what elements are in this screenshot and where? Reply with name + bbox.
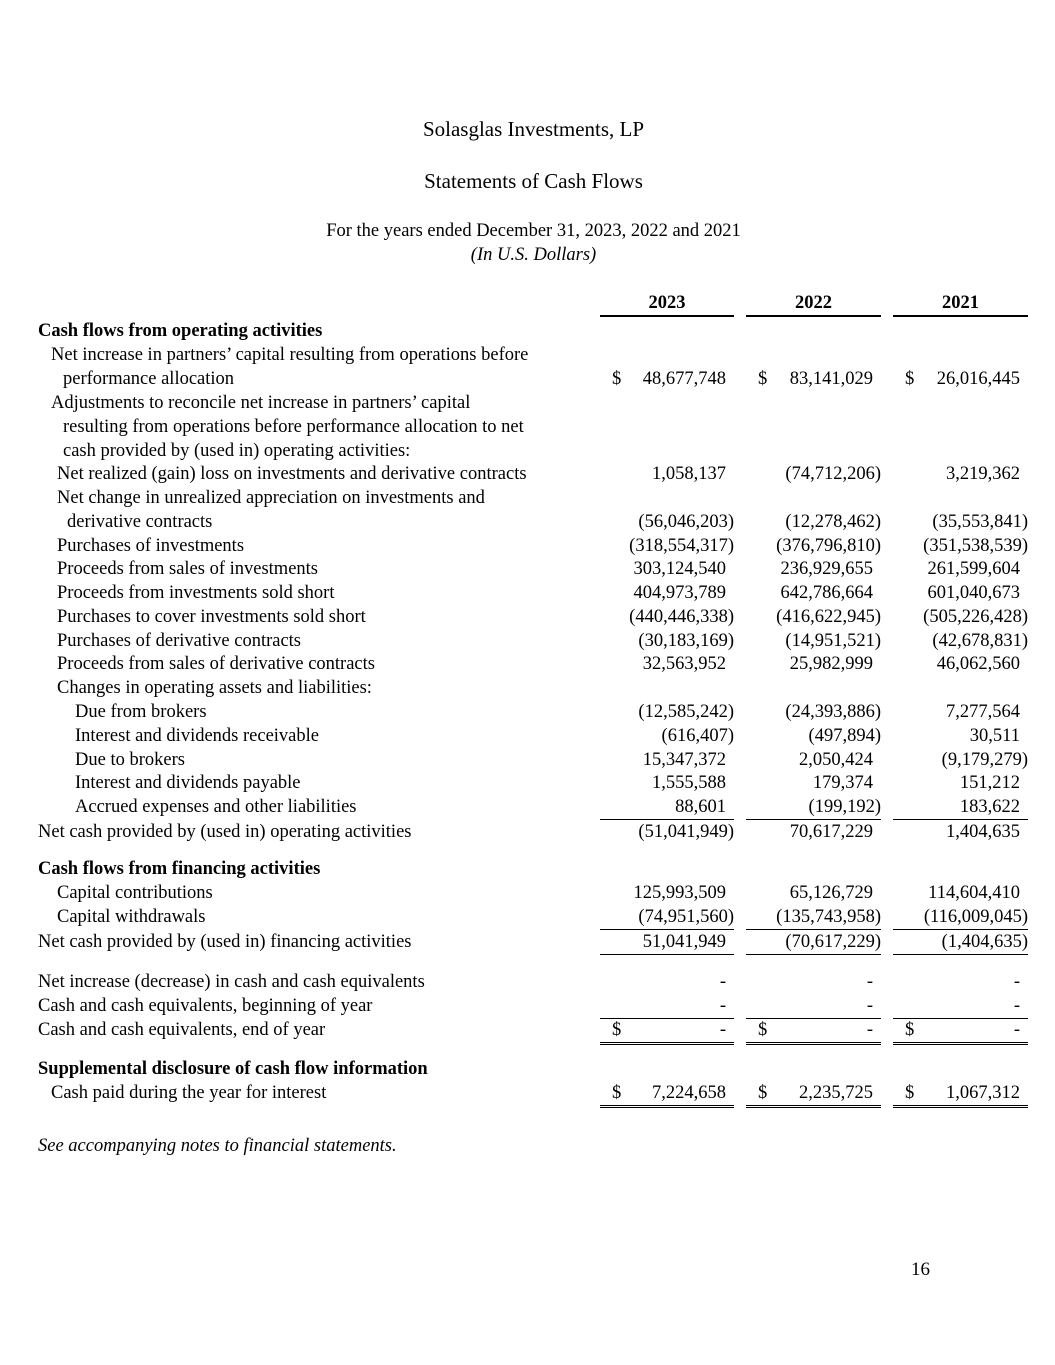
- section-heading: Cash flows from financing activities: [38, 859, 321, 879]
- year-header-2023: 2023: [600, 291, 734, 317]
- value-cell-2022: [746, 1081, 881, 1108]
- table-row: [0, 367, 1055, 391]
- value-cell-2021: [893, 1018, 1028, 1045]
- table-row: [0, 343, 1055, 367]
- value-cell-2021: [893, 581, 1028, 605]
- cell-value: 114,604,410: [928, 883, 1020, 903]
- period-subtitle: For the years ended December 31, 2023, 2022 and 2021: [326, 221, 741, 241]
- table-row: [0, 605, 1055, 629]
- cell-value: 179,374: [812, 773, 873, 793]
- value-cell-2021: [893, 748, 1028, 772]
- cell-value: (56,046,203): [638, 512, 734, 532]
- cell-value: (199,192): [808, 797, 881, 817]
- row-label: Net cash provided by (used in) financing activities: [38, 932, 412, 952]
- value-cell-2023: [600, 905, 734, 930]
- table-row: [0, 905, 1055, 929]
- year-header-2022: 2022: [746, 291, 881, 317]
- value-cell-2021: [893, 795, 1028, 820]
- cell-value: 261,599,604: [927, 559, 1020, 579]
- row-label: Proceeds from investments sold short: [57, 583, 335, 603]
- cell-value: -: [719, 972, 726, 992]
- row-label: Adjustments to reconcile net increase in partners’ capital: [51, 393, 471, 413]
- value-cell-2021: [893, 367, 1028, 391]
- cell-value: (70,617,229): [785, 932, 881, 952]
- table-row: [0, 994, 1055, 1018]
- cell-value: 1,067,312: [946, 1083, 1020, 1103]
- cell-value: 3,219,362: [946, 464, 1020, 484]
- value-cell-2022: [746, 629, 881, 653]
- company-name: Solasglas Investments, LP: [422, 117, 645, 141]
- cell-value: -: [1013, 996, 1020, 1016]
- value-cell-2021: [893, 462, 1028, 486]
- table-row: [0, 1057, 1055, 1081]
- cell-value: (616,407): [661, 726, 734, 746]
- row-label: Due from brokers: [75, 702, 207, 722]
- value-cell-2022: [746, 820, 881, 844]
- value-cell-2021: [893, 1081, 1028, 1108]
- value-cell-2023: [600, 1018, 734, 1045]
- cell-value: 83,141,029: [789, 369, 873, 389]
- value-cell-2022: [746, 795, 881, 820]
- row-label: performance allocation: [63, 369, 235, 389]
- cell-value: (14,951,521): [785, 631, 881, 651]
- table-row: [0, 724, 1055, 748]
- value-cell-2022: [746, 930, 881, 955]
- cell-value: (318,554,317): [629, 536, 734, 556]
- value-cell-2021: [893, 510, 1028, 534]
- row-label: Cash and cash equivalents, end of year: [38, 1020, 326, 1040]
- dollar-sign: $: [612, 1083, 622, 1103]
- cell-value: 32,563,952: [642, 654, 726, 674]
- row-label: Capital contributions: [57, 883, 213, 903]
- row-label: resulting from operations before performance allocation to net: [63, 417, 524, 437]
- value-cell-2021: [893, 629, 1028, 653]
- cell-value: 7,277,564: [946, 702, 1020, 722]
- footnote: See accompanying notes to financial statements.: [38, 1136, 397, 1156]
- table-row: [0, 748, 1055, 772]
- cell-value: -: [866, 996, 873, 1016]
- dollar-sign: $: [612, 369, 622, 389]
- cell-value: 183,622: [959, 797, 1020, 817]
- value-cell-2021: [893, 905, 1028, 930]
- table-row: [0, 1134, 1055, 1158]
- cell-value: (416,622,945): [776, 607, 881, 627]
- table-row: [0, 881, 1055, 905]
- value-cell-2023: [600, 724, 734, 748]
- cell-value: -: [719, 1020, 726, 1040]
- table-row: [0, 534, 1055, 558]
- value-cell-2021: [893, 970, 1028, 994]
- table-row: [0, 581, 1055, 605]
- row-label: Net realized (gain) loss on investments and derivative contracts: [57, 464, 527, 484]
- value-cell-2021: [893, 930, 1028, 955]
- cell-value: (9,179,279): [941, 750, 1028, 770]
- value-cell-2021: [893, 724, 1028, 748]
- section-heading: Cash flows from operating activities: [38, 321, 323, 341]
- cell-value: 601,040,673: [927, 583, 1020, 603]
- value-cell-2021: [893, 994, 1028, 1019]
- value-cell-2023: [600, 581, 734, 605]
- cell-value: -: [1013, 1020, 1020, 1040]
- cell-value: 26,016,445: [936, 369, 1020, 389]
- value-cell-2023: [600, 629, 734, 653]
- value-cell-2023: [600, 462, 734, 486]
- page-number: 16: [911, 1259, 930, 1280]
- value-cell-2023: [600, 820, 734, 844]
- cell-value: (42,678,831): [932, 631, 1028, 651]
- value-cell-2022: [746, 724, 881, 748]
- row-label: derivative contracts: [67, 512, 213, 532]
- cell-value: -: [1013, 972, 1020, 992]
- row-label: Changes in operating assets and liabilities:: [57, 678, 372, 698]
- cell-value: 70,617,229: [789, 822, 873, 842]
- row-label: Purchases to cover investments sold short: [57, 607, 366, 627]
- cell-value: 7,224,658: [652, 1083, 726, 1103]
- cell-value: (440,446,338): [629, 607, 734, 627]
- value-cell-2023: [600, 994, 734, 1019]
- table-row: [0, 415, 1055, 439]
- value-cell-2021: [893, 557, 1028, 581]
- cell-value: 1,404,635: [946, 822, 1020, 842]
- table-row: [0, 510, 1055, 534]
- cell-value: 1,555,588: [652, 773, 726, 793]
- value-cell-2023: [600, 652, 734, 676]
- cell-value: 65,126,729: [789, 883, 873, 903]
- cell-value: -: [866, 972, 873, 992]
- row-label: cash provided by (used in) operating activities:: [63, 441, 411, 461]
- row-label: Cash paid during the year for interest: [51, 1083, 327, 1103]
- cell-value: (51,041,949): [638, 822, 734, 842]
- cell-value: 125,993,509: [633, 883, 726, 903]
- cell-value: (505,226,428): [923, 607, 1028, 627]
- cell-value: 2,050,424: [799, 750, 873, 770]
- value-cell-2022: [746, 510, 881, 534]
- cell-value: 642,786,664: [780, 583, 873, 603]
- cell-value: 48,677,748: [642, 369, 726, 389]
- cell-value: (12,585,242): [638, 702, 734, 722]
- cell-value: (74,712,206): [785, 464, 881, 484]
- cell-value: (135,743,958): [776, 907, 881, 927]
- dollar-sign: $: [905, 1020, 915, 1040]
- value-cell-2023: [600, 881, 734, 905]
- table-row: [0, 629, 1055, 653]
- value-cell-2021: [893, 700, 1028, 724]
- value-cell-2021: [893, 534, 1028, 558]
- cell-value: (24,393,886): [785, 702, 881, 722]
- value-cell-2022: [746, 905, 881, 930]
- cell-value: -: [719, 996, 726, 1016]
- section-heading: Supplemental disclosure of cash flow information: [38, 1059, 428, 1079]
- value-cell-2022: [746, 881, 881, 905]
- value-cell-2021: [893, 652, 1028, 676]
- row-label: Due to brokers: [75, 750, 185, 770]
- cell-value: 15,347,372: [642, 750, 726, 770]
- table-row: [0, 319, 1055, 343]
- year-header-2021: 2021: [893, 291, 1028, 317]
- table-row: [0, 462, 1055, 486]
- cell-value: (1,404,635): [941, 932, 1028, 952]
- row-label: Proceeds from sales of investments: [57, 559, 318, 579]
- row-label: Net increase in partners’ capital resulting from operations before: [51, 345, 529, 365]
- cell-value: 88,601: [675, 797, 726, 817]
- value-cell-2022: [746, 367, 881, 391]
- value-cell-2022: [746, 1018, 881, 1045]
- value-cell-2021: [893, 605, 1028, 629]
- cell-value: (74,951,560): [638, 907, 734, 927]
- row-label: Purchases of derivative contracts: [57, 631, 302, 651]
- value-cell-2023: [600, 748, 734, 772]
- table-row: [0, 557, 1055, 581]
- dollar-sign: $: [758, 369, 768, 389]
- cell-value: 2,235,725: [799, 1083, 873, 1103]
- table-row: [0, 486, 1055, 510]
- table-row: [0, 930, 1055, 954]
- cell-value: (35,553,841): [932, 512, 1028, 532]
- cell-value: 30,511: [969, 726, 1020, 746]
- dollar-sign: $: [612, 1020, 622, 1040]
- row-label: Net cash provided by (used in) operating activities: [38, 822, 412, 842]
- row-label: Interest and dividends payable: [75, 773, 301, 793]
- table-row: [0, 676, 1055, 700]
- cell-value: -: [866, 1020, 873, 1040]
- value-cell-2021: [893, 881, 1028, 905]
- dollar-sign: $: [758, 1083, 768, 1103]
- cell-value: (116,009,045): [923, 907, 1028, 927]
- value-cell-2022: [746, 557, 881, 581]
- value-cell-2022: [746, 771, 881, 795]
- value-cell-2023: [600, 795, 734, 820]
- value-cell-2022: [746, 605, 881, 629]
- value-cell-2023: [600, 605, 734, 629]
- row-label: Proceeds from sales of derivative contracts: [57, 654, 375, 674]
- value-cell-2021: [893, 820, 1028, 844]
- value-cell-2022: [746, 534, 881, 558]
- cell-value: 236,929,655: [780, 559, 873, 579]
- row-label: Purchases of investments: [57, 536, 245, 556]
- value-cell-2022: [746, 970, 881, 994]
- cell-value: 25,982,999: [789, 654, 873, 674]
- value-cell-2023: [600, 557, 734, 581]
- cell-value: 46,062,560: [936, 654, 1020, 674]
- cell-value: 151,212: [959, 773, 1020, 793]
- dollar-sign: $: [905, 369, 915, 389]
- value-cell-2022: [746, 652, 881, 676]
- table-row: [0, 857, 1055, 881]
- row-label: Accrued expenses and other liabilities: [75, 797, 357, 817]
- value-cell-2023: [600, 970, 734, 994]
- cell-value: (376,796,810): [776, 536, 881, 556]
- cell-value: (12,278,462): [785, 512, 881, 532]
- cell-value: (497,894): [808, 726, 881, 746]
- value-cell-2023: [600, 771, 734, 795]
- value-cell-2022: [746, 748, 881, 772]
- table-row: [0, 1018, 1055, 1042]
- value-cell-2023: [600, 1081, 734, 1108]
- row-label: Net change in unrealized appreciation on investments and: [57, 488, 485, 508]
- table-row: [0, 771, 1055, 795]
- table-row: [0, 1081, 1055, 1105]
- table-row: [0, 820, 1055, 844]
- statement-title: Statements of Cash Flows: [424, 169, 643, 193]
- dollar-sign: $: [905, 1083, 915, 1103]
- table-row: [0, 439, 1055, 463]
- row-label: Net increase (decrease) in cash and cash equivalents: [38, 972, 425, 992]
- value-cell-2022: [746, 700, 881, 724]
- row-label: Capital withdrawals: [57, 907, 206, 927]
- table-row: [0, 700, 1055, 724]
- cell-value: (351,538,539): [923, 536, 1028, 556]
- cell-value: 404,973,789: [633, 583, 726, 603]
- cell-value: 303,124,540: [633, 559, 726, 579]
- cell-value: (30,183,169): [638, 631, 734, 651]
- table-row: [0, 970, 1055, 994]
- table-row: [0, 652, 1055, 676]
- table-row: [0, 795, 1055, 819]
- value-cell-2023: [600, 930, 734, 955]
- value-cell-2023: [600, 700, 734, 724]
- value-cell-2023: [600, 510, 734, 534]
- value-cell-2023: [600, 534, 734, 558]
- value-cell-2022: [746, 581, 881, 605]
- currency-note: (In U.S. Dollars): [470, 245, 597, 265]
- cell-value: 1,058,137: [652, 464, 726, 484]
- value-cell-2021: [893, 771, 1028, 795]
- cell-value: 51,041,949: [642, 932, 726, 952]
- row-label: Interest and dividends receivable: [75, 726, 319, 746]
- table-row: [0, 391, 1055, 415]
- value-cell-2022: [746, 462, 881, 486]
- dollar-sign: $: [758, 1020, 768, 1040]
- value-cell-2022: [746, 994, 881, 1019]
- row-label: Cash and cash equivalents, beginning of year: [38, 996, 373, 1016]
- value-cell-2023: [600, 367, 734, 391]
